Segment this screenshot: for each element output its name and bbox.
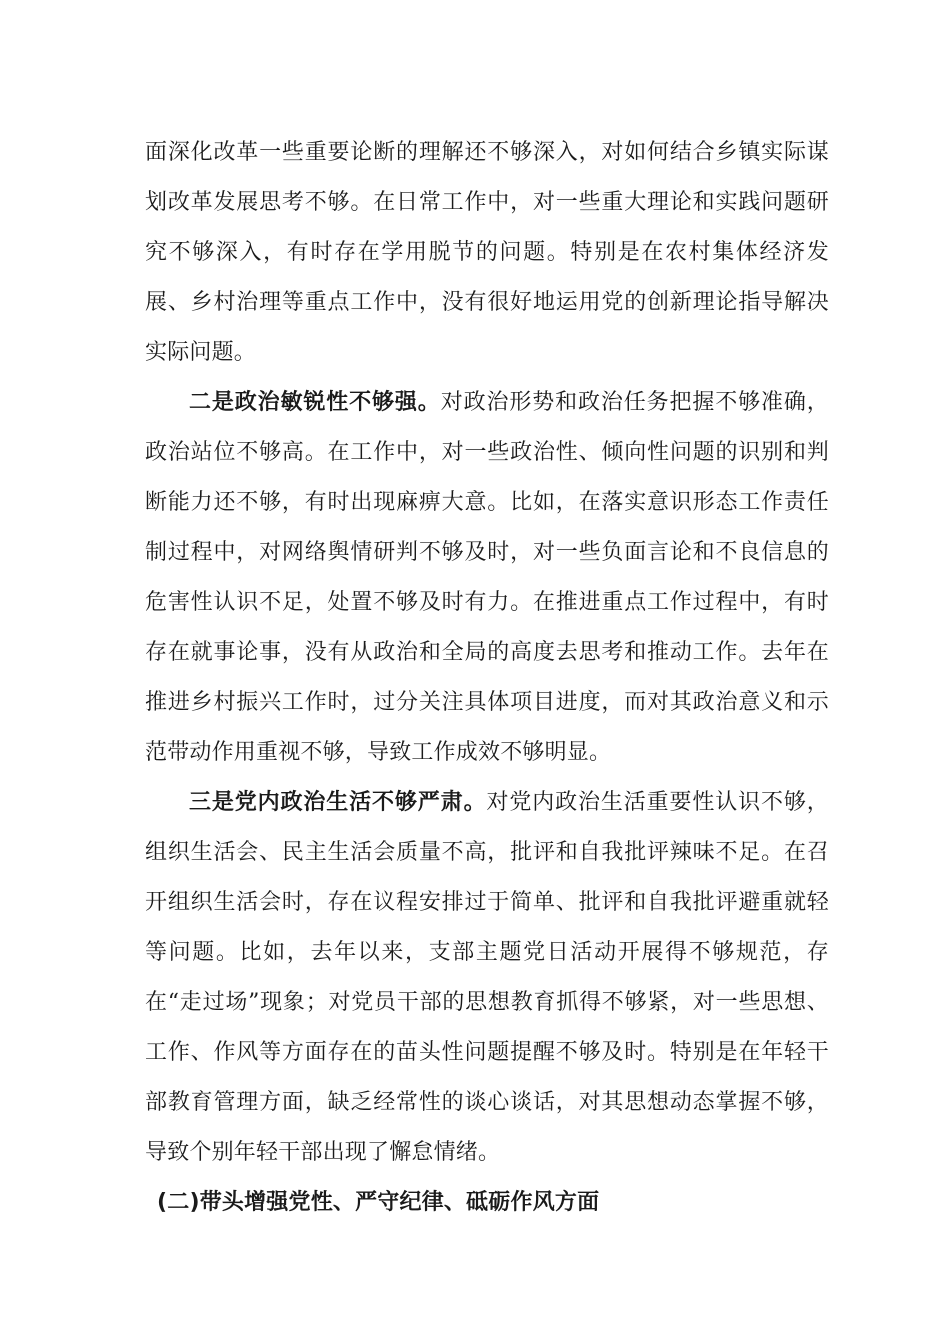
paragraph-text: 对党内政治生活重要性认识不够，组织生活会、民主生活会质量不高，批评和自我批评辣味不足。在召开组织生活会时，存在议程安排过于简单、批评和自我批评避重就轻等问题。比如，去年以来，支部主题党日活动开展得不够规范，存在“走过场”现象；对党员干部的思想教育抓得不够紧，对一些思想、工作、作风等方面存在的苗头性问题提醒不够及时。特别是在年轻干部教育管理方面，缺乏经常性的谈心谈话，对其思想动态掌握不够，导致个别年轻干部出现了懈怠情绪。 xyxy=(145,790,829,1165)
document-body xyxy=(145,128,829,1228)
paragraph-text: 面深化改革一些重要论断的理解还不够深入，对如何结合乡镇实际谋划改革发展思考不够。在日常工作中，对一些重大理论和实践问题研究不够深入，有时存在学用脱节的问题。特别是在农村集体经济发展、乡村治理等重点工作中，没有很好地运用党的创新理论指导解决实际问题。 xyxy=(145,140,829,365)
paragraph-continuation xyxy=(145,128,829,378)
paragraph-lead: 二是政治敏锐性不够强。 xyxy=(189,390,441,415)
section-heading: (二)带头增强党性、严守纪律、砥砺作风方面 xyxy=(157,1190,600,1215)
paragraph-party-political-life xyxy=(145,778,829,1178)
paragraph-lead: 三是党内政治生活不够严肃。 xyxy=(189,790,487,815)
paragraph-political-sensitivity xyxy=(145,378,829,778)
paragraph-text: 对政治形势和政治任务把握不够准确，政治站位不够高。在工作中，对一些政治性、倾向性问题的识别和判断能力还不够，有时出现麻痹大意。比如，在落实意识形态工作责任制过程中，对网络舆情研判不够及时，对一些负面言论和不良信息的危害性认识不足，处置不够及时有力。在推进重点工作过程中，有时存在就事论事，没有从政治和全局的高度去思考和推动工作。去年在推进乡村振兴工作时，过分关注具体项目进度，而对其政治意义和示范带动作用重视不够，导致工作成效不够明显。 xyxy=(145,390,830,765)
